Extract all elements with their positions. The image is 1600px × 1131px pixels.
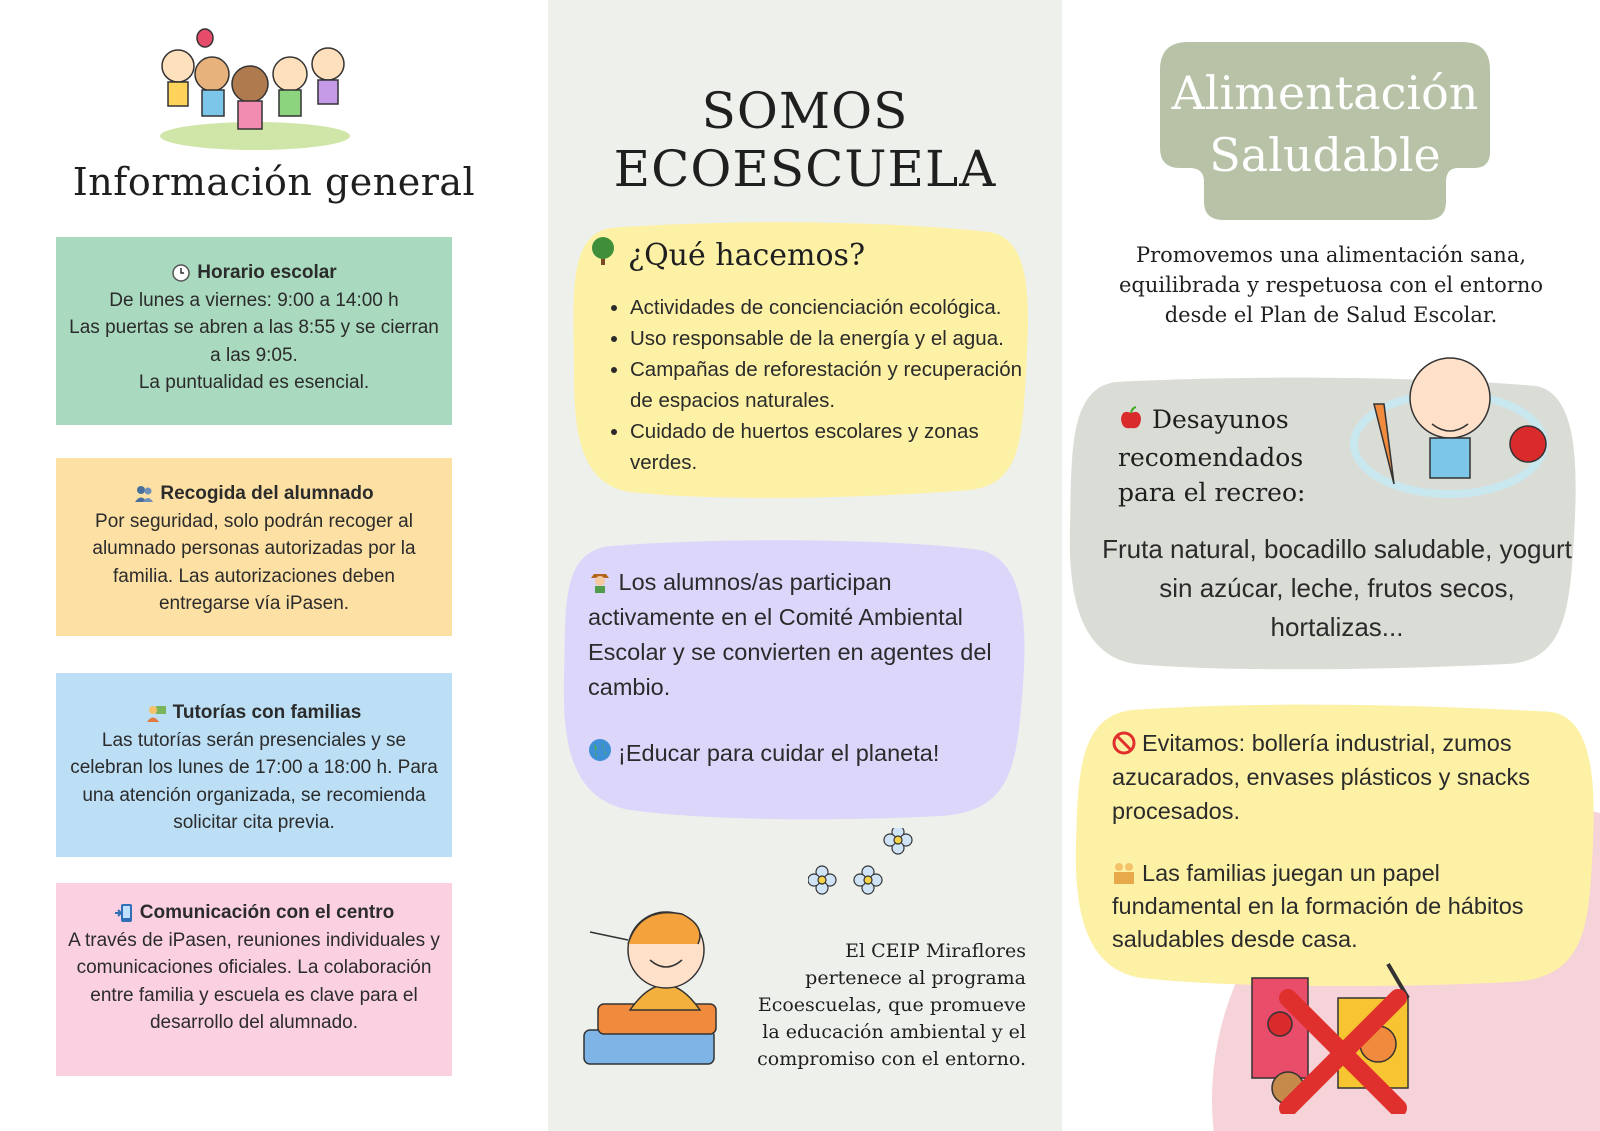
que-hacemos-list: [608, 292, 1038, 478]
boy-with-fruit-illustration: [1344, 354, 1554, 514]
globe-icon: [588, 738, 612, 768]
mobile-phone-icon: [114, 903, 134, 923]
section-title: Alimentación Saludable: [1171, 66, 1479, 182]
comunicacion-centro-card: [56, 883, 452, 1076]
prohibited-icon: [1112, 730, 1136, 754]
card-heading: Tutorías con familias: [172, 702, 362, 723]
card-body: Por seguridad, solo podrán recoger al alumnado personas autorizadas por la familia. Las autorizaciones deben entregarse vía iPasen.: [92, 510, 416, 614]
farmer-icon: [588, 568, 612, 592]
children-illustration: [150, 28, 360, 153]
card-heading: Comunicación con el centro: [139, 902, 395, 923]
alumnos-text-block: [588, 565, 1018, 705]
family-icon: [1112, 861, 1136, 885]
card-heading: Horario escolar: [197, 262, 337, 283]
list-item: • Cuidado de huertos escolares y zonas verdes.: [630, 416, 1038, 478]
que-hacemos-label: ¿Qué hacemos?: [628, 237, 866, 273]
desayunos-heading: [1118, 402, 1348, 510]
educar-text: ¡Educar para cuidar el planeta!: [618, 739, 940, 766]
evitamos-block: [1112, 726, 1552, 828]
reading-girl-illustration: [570, 900, 740, 1080]
alumnos-text: Los alumnos/as participan activamente en el Comité Ambiental Escolar y se convierten en agentes del cambio.: [588, 569, 992, 700]
ceip-description: El CEIP Miraflores pertenece al programa Ecoescuelas, que promueve la educación ambiental y el compromiso con el entorno.: [757, 940, 1026, 1070]
list-item: • Uso responsable de la energía y el agua.: [630, 323, 1038, 354]
tree-icon: [588, 236, 618, 274]
promo-text: Promovemos una alimentación sana, equilibrada y respetuosa con el entorno desde el Plan de Salud Escolar.: [1118, 243, 1544, 327]
recogida-alumnado-card: [56, 458, 452, 636]
clock-icon: [171, 263, 191, 283]
panel-ecoescuela: [548, 0, 1062, 1131]
flowers-illustration: [808, 828, 928, 918]
que-hacemos-heading: [588, 236, 865, 274]
card-body: De lunes a viernes: 9:00 a 14:00 h Las puertas se abren a las 8:55 y se cierran a las 9:05. La puntualidad es esencial.: [69, 289, 439, 393]
tutorias-familias-card: [56, 673, 452, 857]
evitamos-text: Evitamos: bollería industrial, zumos azucarados, envases plásticos y snacks procesados.: [1112, 730, 1530, 824]
card-body: A través de iPasen, reuniones individuales y comunicaciones oficiales. La colaboración entre familia y escuela es clave para el desarrollo del alumnado.: [68, 929, 440, 1033]
list-item: • Campañas de reforestación y recuperación de espacios naturales.: [630, 354, 1038, 416]
page-title: Información general: [72, 160, 476, 204]
list-item: • Actividades de concienciación ecológica.: [630, 292, 1038, 323]
desayunos-text: Fruta natural, bocadillo saludable, yogurt sin azúcar, leche, frutos secos, hortalizas...: [1102, 534, 1572, 642]
familias-text: Las familias juegan un papel fundamental en la formación de hábitos saludables desde casa.: [1112, 860, 1524, 952]
people-icon: [134, 484, 154, 504]
panel-alimentacion-saludable: [1062, 0, 1600, 1131]
apple-icon: [1118, 405, 1144, 440]
teacher-icon: [147, 703, 167, 723]
horario-escolar-card: [56, 237, 452, 425]
panel-informacion-general: [0, 0, 548, 1131]
desayunos-label: Desayunos recomendados para el recreo:: [1118, 405, 1306, 507]
familias-block: [1112, 857, 1552, 956]
section-title: SOMOS ECOESCUELA: [613, 82, 997, 198]
card-heading: Recogida del alumnado: [160, 483, 374, 504]
juices-crossed-illustration: [1238, 958, 1438, 1114]
card-body: Las tutorías serán presenciales y se celebran los lunes de 17:00 a 18:00 h. Para una atención organizada, se recomienda solicitar cita previa.: [70, 729, 438, 833]
educar-line: [588, 738, 939, 768]
